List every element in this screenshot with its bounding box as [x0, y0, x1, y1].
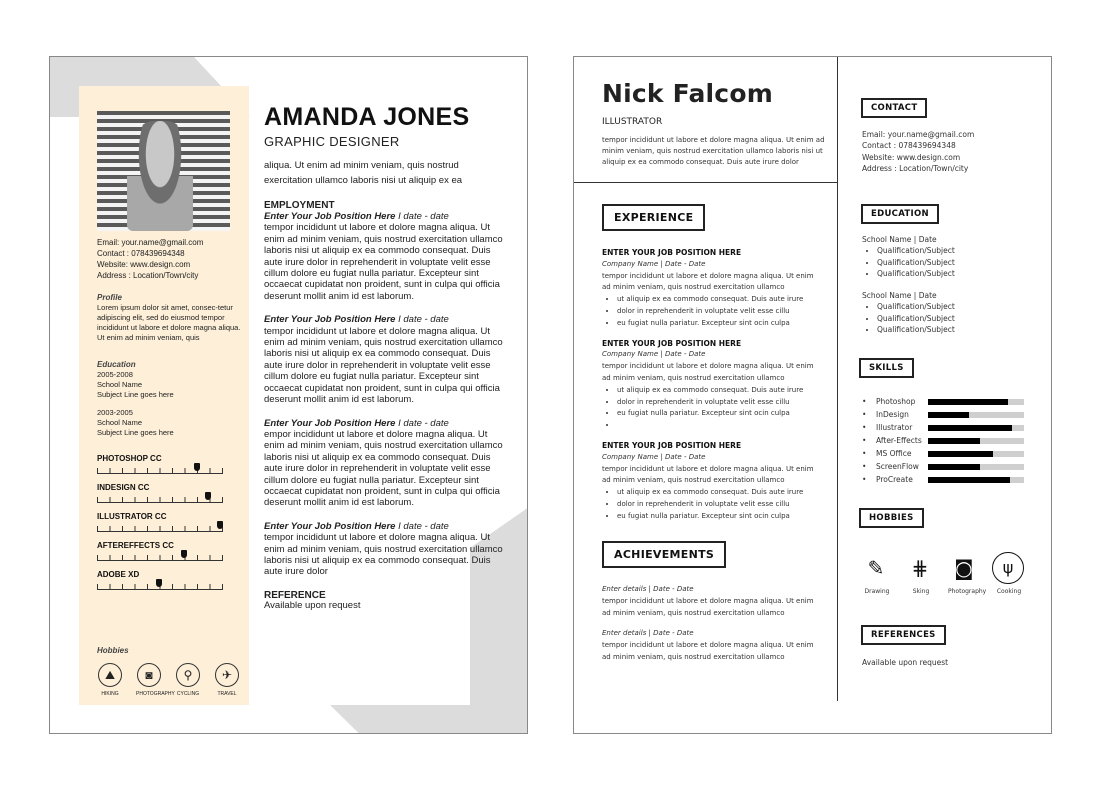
skill-bar [928, 477, 1024, 483]
experience-section [602, 247, 817, 531]
skill-indesign [97, 483, 223, 512]
skill-bar-fill [928, 399, 1008, 405]
hobbies-section [860, 552, 1026, 595]
skill-bar [928, 464, 1024, 470]
job-entry [602, 440, 817, 523]
bullet: • dolor in reprehenderit in voluptate velit esse cillu [617, 499, 817, 511]
skill-name: PHOTOSHOP CC [97, 454, 162, 463]
skill-photoshop [97, 454, 223, 483]
reference-text: Available upon request [264, 599, 361, 611]
skill-bar-fill [928, 451, 993, 457]
skill-name: ILLUSTRATOR CC [97, 512, 167, 521]
job-description: tempor incididunt ut labore et dolore magna aliqua. Ut enim ad minim veniam, quis nostrud exercitation ullamco [602, 464, 814, 485]
hobby-label: Drawing [864, 588, 890, 595]
job-position: Enter Your Job Position Here [264, 520, 396, 532]
profile-photo [97, 111, 230, 231]
job-company: Company Name | Date - Date [602, 259, 706, 268]
job-description: tempor incididunt ut labore et dolore magna aliqua. Ut enim ad minim veniam, quis nostrud exercitation ullamco [602, 362, 814, 382]
education-school: School Name | Date [862, 235, 937, 244]
achievement-text: tempor incididunt ut labore et dolore magna aliqua. Ut enim ad minim veniam, quis nostrud exercitation ullamco [602, 641, 814, 661]
hobby-label: Sking [912, 588, 930, 595]
education-subject: Subject Line goes here [97, 390, 174, 399]
profile-text: Lorem ipsum dolor sit amet, consec-tetur adipiscing elit, sed do eiusmod tempor incididunt ut labore et dolore magna aliqua. Ut enim ad minim veniam, quis [97, 303, 241, 342]
education-school: School Name | Date [862, 291, 937, 301]
sidebar [79, 86, 249, 705]
job-bullets [602, 294, 817, 329]
bullet: • eu fugiat nulla pariatur. Excepteur sint ocin culpa [617, 511, 817, 523]
job-position: ENTER YOUR JOB POSITION HERE [602, 248, 742, 257]
skill-aftereffects [97, 541, 223, 570]
hobby-travel [214, 663, 240, 697]
bullet: • eu fugiat nulla pariatur. Excepteur sint ocin culpa [617, 408, 817, 420]
job-description: tempor incididunt ut labore et dolore magna aliqua. Ut enim ad minim veniam, quis nostrud exercitation ullamco laboris nisi ut aliquip ex ea commodo consequat. Duis aute irure dolor in reprehenderit in voluptate velit esse cillum dolore eu fugiat nulla pariatur. Excepteur sint occaecat cupidatat non proident, sunt in culpa qui officia deserunt mollit anim id est laborum. [264, 325, 503, 406]
achievement-entry [602, 628, 817, 663]
job-date: I date - date [395, 314, 449, 326]
intro-text: tempor incididunt ut labore et dolore magna aliqua. Ut enim ad minim veniam, quis nostrud exercitation ullamco laboris nisi ut aliquip ex ea commodo consequat. Duis aute irure dolor [602, 136, 825, 166]
skills-section [97, 454, 223, 599]
experience-heading: EXPERIENCE [602, 204, 705, 231]
job-entry [264, 418, 504, 509]
job-bullets [602, 487, 817, 522]
skill-name: ADOBE XD [97, 570, 140, 579]
bullet: • dolor in reprehenderit in voluptate velit esse cillu [617, 306, 817, 318]
job-position: Enter Your Job Position Here [264, 211, 396, 222]
skill-name: InDesign [876, 410, 909, 419]
skill-after-effects: • After-Effects [862, 434, 1032, 447]
education-entry [862, 234, 955, 279]
intro-text: aliqua. Ut enim ad minim veniam, quis nostrud exercitation ullamco laboris nisi ut aliquip ex ea [264, 160, 463, 186]
skill-track [97, 555, 223, 561]
achievement-entry [602, 584, 817, 619]
job-title: ILLUSTRATOR [602, 117, 663, 127]
employment-heading: EMPLOYMENT [264, 200, 335, 211]
hobby-skiing [904, 552, 938, 595]
hobbies-section [97, 646, 243, 697]
name-heading: AMANDA JONES [264, 103, 470, 131]
job-entry [602, 247, 817, 330]
job-position: Enter Your Job Position Here [264, 417, 396, 429]
contact-address: Address : Location/Town/city [97, 271, 199, 280]
pen-drawing-icon: ✎ [867, 556, 885, 580]
resume-amanda-jones [49, 56, 528, 734]
camera-icon: ◙ [954, 556, 974, 580]
skill-procreate: • ProCreate [862, 473, 1032, 486]
achievement-title: Enter details | Date - Date [602, 629, 694, 638]
skill-adobe-xd [97, 570, 223, 599]
skill-indesign: • InDesign [862, 408, 1032, 421]
job-description: tempor incididunt ut labore et dolore magna aliqua. Ut enim ad minim veniam, quis nostrud exercitation ullamco laboris nisi ut aliquip ex ea commodo consequat. Duis aute irure dolor in reprehenderit in voluptate velit esse cillum dolore eu fugiat nulla pariatur. Excepteur sint occaecat cupidatat non proident, sunt in culpa qui officia deserunt mollit anim id est laborum. [264, 222, 503, 302]
contact-info [862, 129, 974, 174]
name-heading: Nick Falcom [602, 79, 773, 108]
main-column [264, 103, 504, 611]
education-section [97, 360, 243, 438]
skill-bar [928, 451, 1024, 457]
contact-website: Website: www.design.com [97, 260, 191, 269]
decorative-shape-bottom [330, 705, 500, 734]
portrait [127, 121, 193, 231]
hobby-drawing [860, 552, 894, 595]
education-entry [97, 370, 243, 400]
job-description: tempor incididunt ut labore et dolore magna aliqua. Ut enim ad minim veniam, quis nostrud exercitation ullamco laboris nisi ut aliquip ex ea commodo consequat. Duis aute irure dolor [264, 532, 503, 578]
skill-bar [928, 412, 1024, 418]
hobby-photography [948, 552, 987, 595]
skill-screenflow: • ScreenFlow [862, 460, 1032, 473]
skill-name: MS Office [876, 449, 912, 458]
skill-bar-fill [928, 438, 980, 444]
skiing-icon: ⋕ [911, 556, 929, 580]
job-date: I date - date [395, 520, 449, 532]
contact-phone: Contact : 078439694348 [862, 141, 956, 151]
profile-heading: Profile [97, 293, 122, 302]
skill-marker [205, 492, 211, 500]
bullet-empty [617, 420, 817, 432]
header-divider [574, 182, 837, 183]
job-bullets [602, 385, 817, 432]
skill-marker [156, 579, 162, 587]
job-date: I date - date [395, 211, 449, 222]
bullet: • ut aliquip ex ea commodo consequat. Duis aute irure [617, 385, 817, 397]
education-heading: EDUCATION [861, 204, 939, 224]
job-entry [264, 314, 504, 405]
skill-name: Photoshop [876, 397, 916, 406]
contact-email: Email: your.name@gmail.com [97, 238, 204, 247]
references-heading: REFERENCES [861, 625, 946, 645]
job-entry [264, 521, 504, 578]
education-years: 2003-2005 [97, 408, 133, 417]
contact-email: Email: your.name@gmail.com [862, 130, 975, 139]
hobby-hiking [97, 663, 123, 697]
plane-icon: ✈ [215, 663, 239, 687]
skills-section [862, 395, 1032, 486]
skill-illustrator [97, 512, 223, 541]
skill-bar-fill [928, 412, 969, 418]
bullet: • dolor in reprehenderit in voluptate velit esse cillu [617, 397, 817, 409]
education-heading: Education [97, 360, 136, 369]
hobby-label: PHOTOGRAPHY [136, 691, 175, 697]
education-section [862, 234, 955, 335]
skill-bar [928, 438, 1024, 444]
contact-address: Address : Location/Town/city [862, 163, 969, 173]
skill-ms-office: • MS Office [862, 447, 1032, 460]
bullet: • eu fugiat nulla pariatur. Excepteur sint ocin culpa [617, 318, 817, 330]
fork-knife-icon: ψ [992, 552, 1024, 584]
hobby-cooking [992, 552, 1026, 595]
skill-bar-fill [928, 464, 980, 470]
job-company: Company Name | Date - Date [602, 350, 706, 359]
skill-name: ProCreate [876, 475, 913, 484]
qualification: • Qualification/Subject [877, 324, 955, 335]
education-school: School Name [97, 380, 143, 389]
skill-marker [181, 550, 187, 558]
qualification: • Qualification/Subject [877, 268, 955, 279]
camera-icon: ◙ [137, 663, 161, 687]
hobby-cycling [175, 663, 201, 697]
column-divider [837, 57, 838, 701]
education-entry [97, 408, 243, 438]
skills-heading: SKILLS [859, 358, 914, 378]
qualification: • Qualification/Subject [877, 245, 955, 256]
hobby-label: HIKING [101, 691, 119, 697]
job-description: tempor incididunt ut labore et dolore magna aliqua. Ut enim ad minim veniam, quis nostrud exercitation ullamco [602, 271, 814, 292]
contact-phone: Contact : 078439694348 [97, 249, 185, 258]
achievements-heading: ACHIEVEMENTS [602, 541, 726, 568]
skill-photoshop: • Photoshop [862, 395, 1032, 408]
achievement-text: tempor incididunt ut labore et dolore magna aliqua. Ut enim ad minim veniam, quis nostrud exercitation ullamco [602, 596, 814, 617]
bullet: • ut aliquip ex ea commodo consequat. Duis aute irure [617, 294, 817, 306]
skill-bar [928, 425, 1024, 431]
skill-marker [194, 463, 200, 471]
qualification: • Qualification/Subject [877, 257, 955, 268]
job-position: Enter Your Job Position Here [264, 314, 396, 326]
job-title: GRAPHIC DESIGNER [264, 134, 400, 149]
skill-track [97, 526, 223, 532]
hobby-photography [136, 663, 175, 697]
skill-bar-fill [928, 477, 1010, 483]
hobby-label: TRAVEL [217, 691, 237, 697]
resume-nick-falcom [573, 56, 1052, 734]
hobby-label: Cooking [996, 588, 1022, 595]
contact-heading: CONTACT [861, 98, 927, 118]
job-position: ENTER YOUR JOB POSITION HERE [602, 338, 742, 348]
reference-heading: REFERENCE [264, 589, 326, 601]
job-company: Company Name | Date - Date [602, 452, 706, 461]
skill-track [97, 497, 223, 503]
skill-name: ScreenFlow [876, 462, 919, 471]
contact-website: Website: www.design.com [862, 152, 961, 162]
skill-name: After-Effects [876, 436, 922, 445]
skill-name: AFTEREFFECTS CC [97, 541, 174, 550]
skill-bar-fill [928, 425, 1012, 431]
hiking-icon: ⛰ [98, 663, 122, 687]
job-date: I date - date [395, 417, 449, 429]
job-description: empor incididunt ut labore et dolore magna aliqua. Ut enim ad minim veniam, quis nostrud exercitation ullamco laboris nisi ut aliquip ex ea commodo consequat. Duis aute irure dolor in reprehenderit in voluptate velit esse cillum dolore eu fugiat nulla pariatur. Excepteur sint occaecat cupidatat non proident, sunt in culpa qui officia deserunt mollit anim id est laborum. [264, 428, 503, 509]
qualification: • Qualification/Subject [877, 301, 955, 312]
achievements-section [602, 584, 817, 664]
qualification: • Qualification/Subject [877, 313, 955, 324]
references-text: Available upon request [862, 658, 949, 667]
education-entry [862, 290, 955, 335]
education-subject: Subject Line goes here [97, 428, 174, 437]
skill-bar [928, 399, 1024, 405]
job-entry [264, 211, 504, 302]
education-school: School Name [97, 418, 143, 427]
skill-name: Illustrator [876, 423, 913, 432]
hobbies-heading: Hobbies [97, 646, 129, 655]
profile-section [97, 293, 243, 343]
skill-illustrator: • Illustrator [862, 421, 1032, 434]
bicycle-icon: ⚲ [176, 663, 200, 687]
job-entry [602, 338, 817, 432]
education-years: 2005-2008 [97, 370, 133, 379]
bullet: • ut aliquip ex ea commodo consequat. Duis aute irure [617, 487, 817, 499]
skill-track [97, 468, 223, 474]
hobby-label: Photography [948, 588, 987, 595]
achievement-title: Enter details | Date - Date [602, 585, 694, 593]
hobbies-heading: HOBBIES [859, 508, 924, 528]
job-position: ENTER YOUR JOB POSITION HERE [602, 440, 742, 450]
skill-name: INDESIGN CC [97, 483, 150, 492]
contact-info [97, 237, 243, 281]
hobby-label: CYCLING [176, 691, 200, 697]
